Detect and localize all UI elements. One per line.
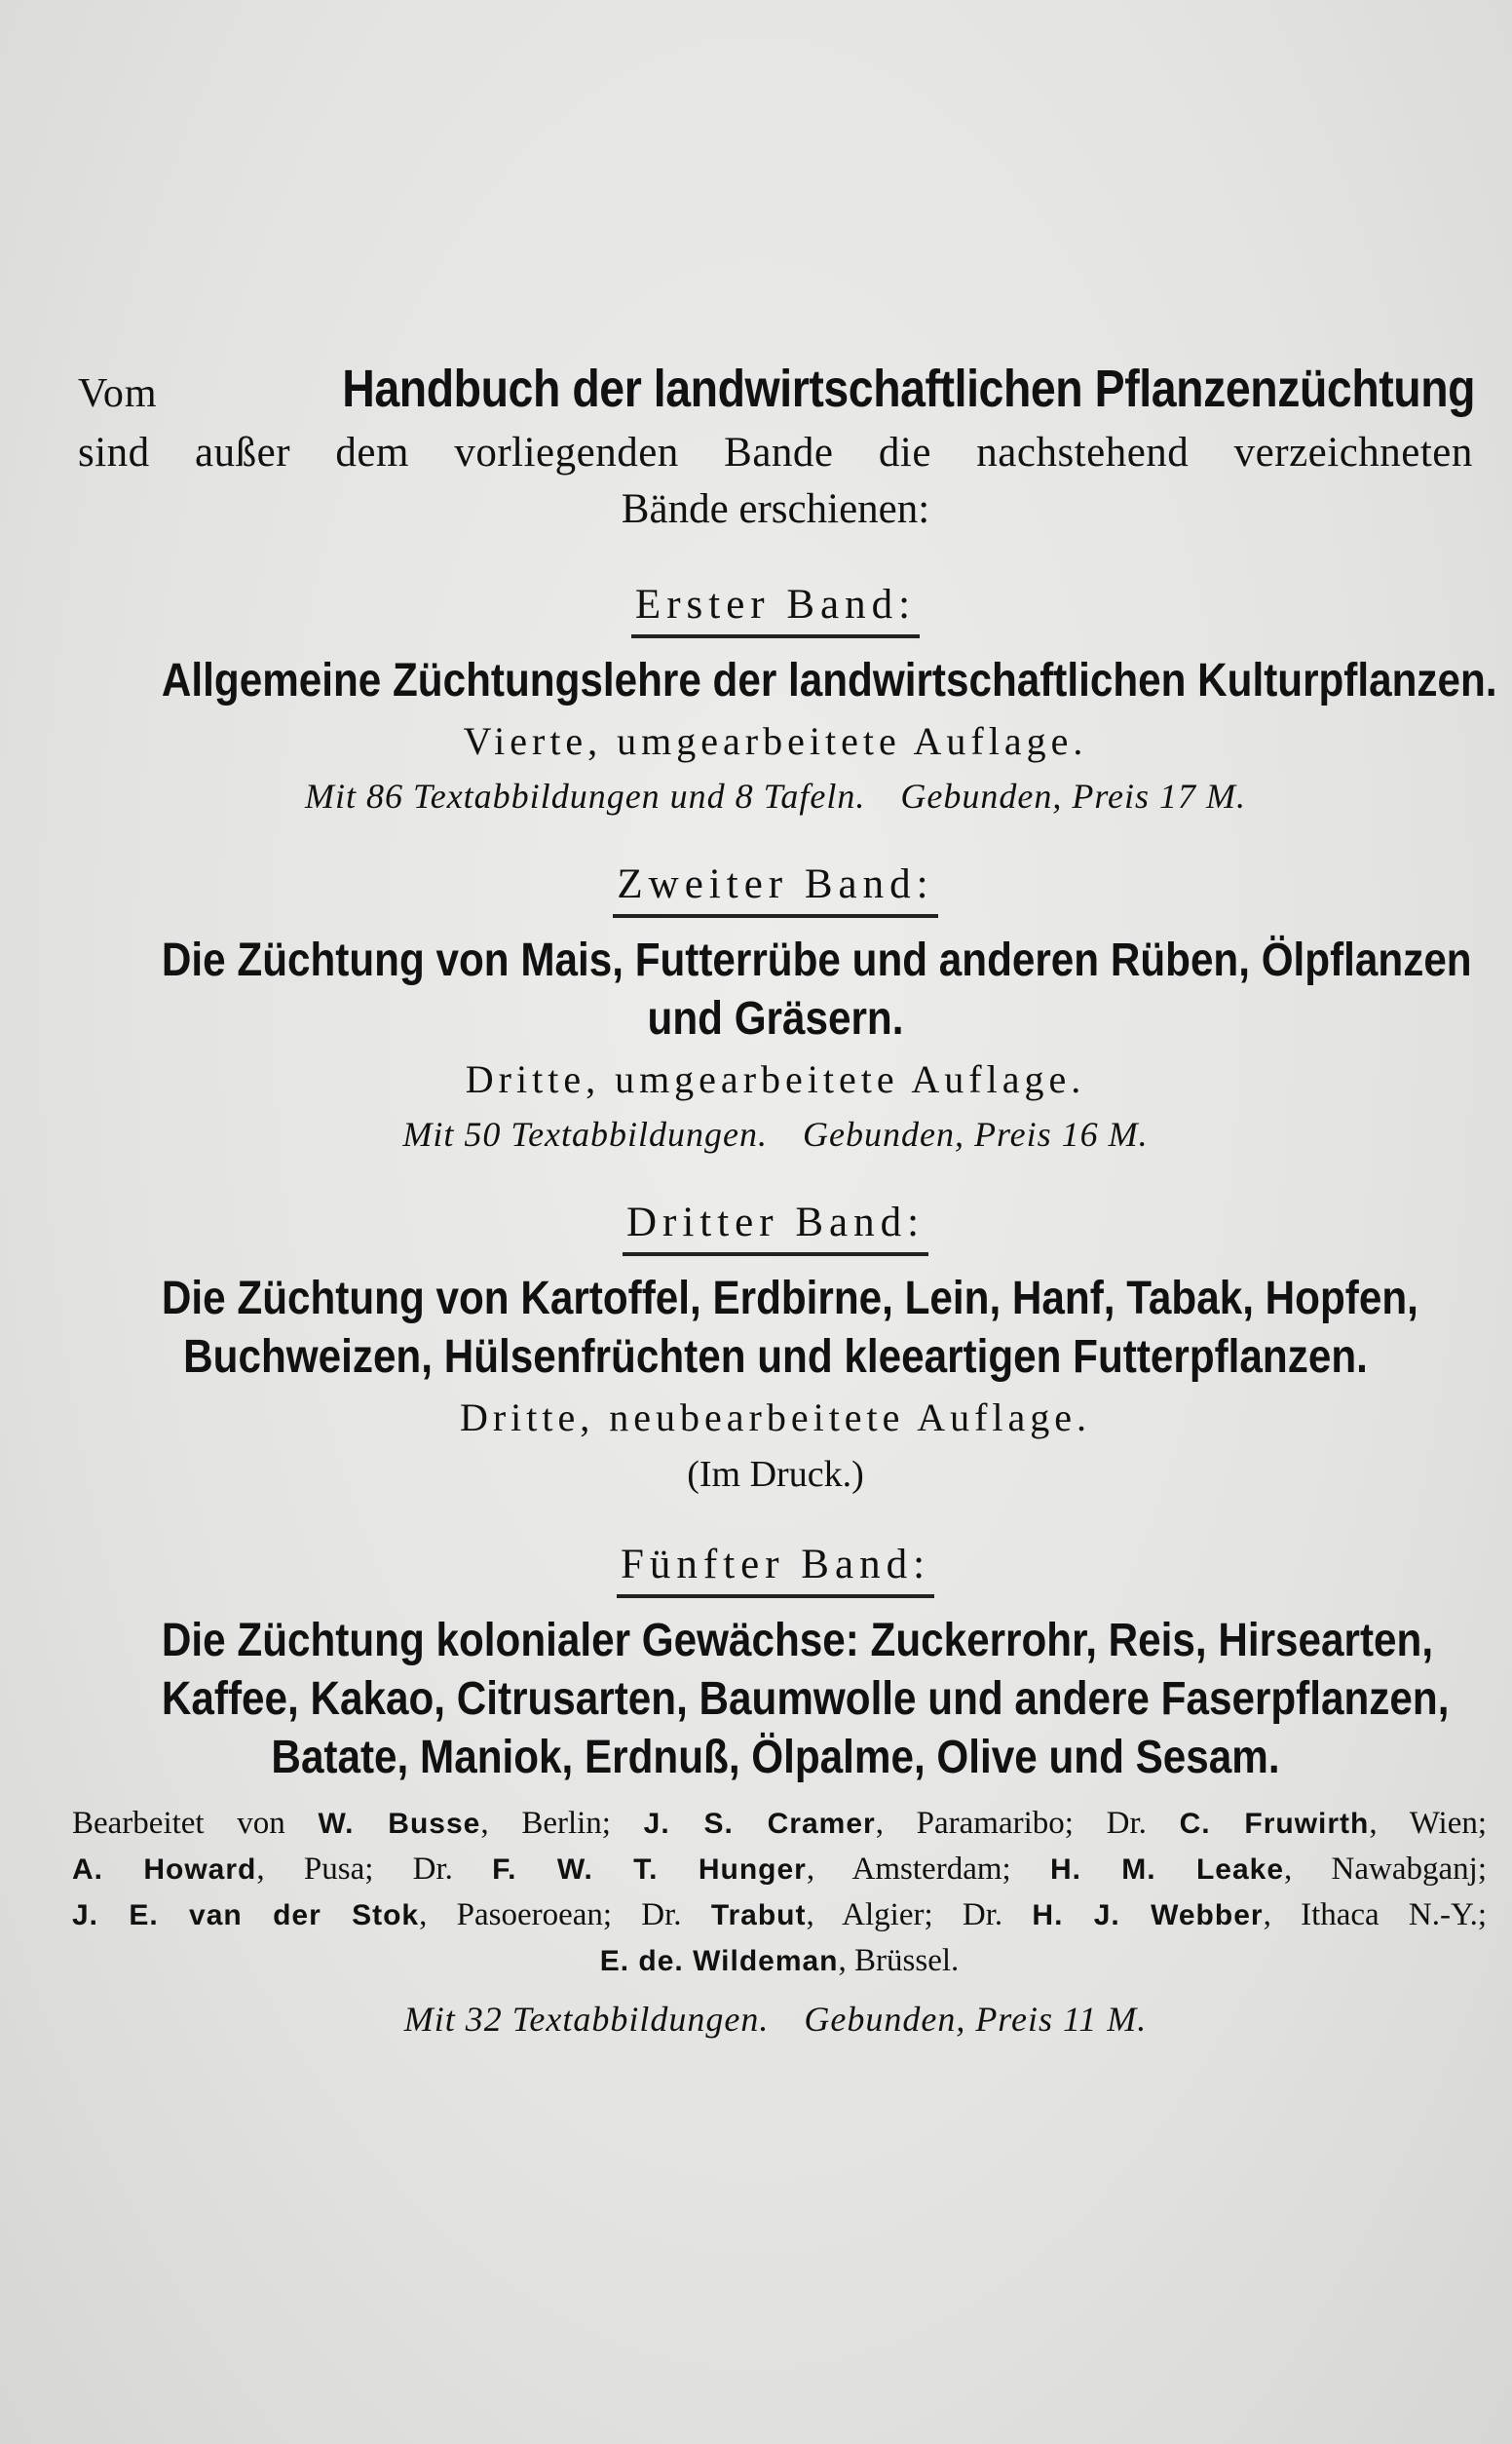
volume-5: [72, 1541, 1488, 2046]
intro-line-3: Bände erschienen:: [621, 486, 930, 532]
volume-illustrations: Mit 86 Textabbildungen und 8 Tafeln.: [305, 777, 866, 816]
volume-details: [78, 769, 1473, 823]
volume-title: [161, 932, 1472, 1049]
contributors-line: [72, 1892, 1487, 1938]
contributor-place: , Berlin;: [480, 1806, 644, 1841]
volume-title-line: Kaffee, Kakao, Citrusarten, Baumwolle und andere Faserpflanzen,: [161, 1673, 1450, 1725]
contributor-place: , Pasoeroean; Dr.: [419, 1897, 711, 1932]
volume-details: [78, 1107, 1473, 1162]
contributor-name: J. S. Cramer: [643, 1808, 876, 1840]
volume-title-line: Buchweizen, Hülsenfrüchten und kleeartigen Futterpflanzen.: [183, 1331, 1368, 1383]
volume-heading: Erster Band:: [631, 581, 920, 638]
volume-title-line: Die Züchtung von Mais, Futterrübe und anderen Rüben, Ölpflanzen: [161, 935, 1472, 986]
volume-3: [78, 1199, 1473, 1504]
announcement: [72, 359, 1497, 2046]
volume-1: [78, 581, 1497, 823]
contributors: [72, 1801, 1487, 1984]
contributor-name: W. Busse: [318, 1808, 481, 1840]
volume-edition: Dritte, neubearbeitete Auflage.: [459, 1395, 1092, 1439]
intro-word: außer: [195, 430, 291, 476]
intro-vom: Vom: [78, 371, 158, 416]
contributor-name: H. J. Webber: [1032, 1899, 1264, 1931]
volume-edition: Dritte, umgearbeitete Auflage.: [465, 1057, 1086, 1101]
volume-title-line: Die Züchtung kolonialer Gewächse: Zuckerrohr, Reis, Hirsearten,: [161, 1615, 1434, 1666]
intro-word: vorliegenden: [454, 430, 679, 476]
handbook-title: Handbuch der landwirtschaftlichen Pflanzenzüchtung: [341, 360, 1475, 418]
contributor-place: , Wien;: [1369, 1806, 1488, 1841]
contributor-place: , Ithaca N.-Y.;: [1263, 1897, 1487, 1932]
intro-word: Bande: [724, 430, 834, 476]
volume-heading: Zweiter Band:: [613, 860, 937, 918]
volume-title: [161, 1612, 1450, 1787]
volume-print-note: (Im Druck.): [687, 1454, 864, 1495]
contributor-place: , Pusa; Dr.: [256, 1852, 493, 1887]
contributor-name: E. de. Wildeman: [599, 1945, 839, 1977]
volume-title-line: Allgemeine Züchtungslehre der landwirtschaftlichen Kulturpflanzen.: [161, 655, 1497, 706]
volume-price: Gebunden, Preis 17 M.: [900, 777, 1246, 816]
volume-title: [161, 652, 1497, 710]
intro-word: dem: [335, 430, 409, 476]
intro-line-2: [78, 429, 1473, 485]
volume-heading: Dritter Band:: [623, 1199, 928, 1256]
intro-heading: [78, 359, 1473, 429]
contributors-line: [72, 1801, 1487, 1847]
contributor-name: F. W. T. Hunger: [492, 1853, 807, 1886]
contributor-place: Bearbeitet von: [72, 1806, 319, 1841]
volume-details: [78, 1992, 1473, 2046]
volume-2: [78, 860, 1473, 1162]
volume-illustrations: Mit 32 Textabbildungen.: [403, 2000, 770, 2039]
contributor-name: Trabut: [710, 1899, 807, 1931]
intro-word: nachstehend: [976, 430, 1190, 476]
contributor-place: , Brüssel.: [838, 1943, 960, 1978]
contributor-name: H. M. Leake: [1049, 1853, 1285, 1886]
volume-edition: Vierte, umgearbeitete Auflage.: [463, 719, 1088, 763]
contributor-place: , Nawabganj;: [1284, 1852, 1487, 1887]
contributor-name: C. Fruwirth: [1179, 1808, 1370, 1840]
intro-word: die: [878, 430, 931, 476]
contributor-name: J. E. van der Stok: [72, 1899, 420, 1931]
volume-heading: Fünfter Band:: [617, 1541, 934, 1598]
volume-title-line: und Gräsern.: [647, 993, 904, 1045]
contributor-place: , Algier; Dr.: [806, 1897, 1033, 1932]
volume-title-line: Die Züchtung von Kartoffel, Erdbirne, Lein, Hanf, Tabak, Hopfen,: [161, 1273, 1418, 1324]
volume-illustrations: Mit 50 Textabbildungen.: [402, 1115, 769, 1154]
intro-word: verzeichneten: [1233, 430, 1473, 476]
volume-title-line: Batate, Maniok, Erdnuß, Ölpalme, Olive und Sesam.: [271, 1732, 1280, 1783]
intro-word: sind: [78, 430, 150, 476]
contributor-name: A. Howard: [72, 1853, 257, 1886]
contributors-line: [72, 1847, 1487, 1892]
contributor-place: , Paramaribo; Dr.: [875, 1806, 1180, 1841]
volume-price: Gebunden, Preis 16 M.: [803, 1115, 1149, 1154]
volume-title: [161, 1270, 1418, 1387]
contributor-place: , Amsterdam;: [806, 1852, 1050, 1887]
volume-price: Gebunden, Preis 11 M.: [804, 2000, 1148, 2039]
contributors-line: [72, 1938, 1487, 1984]
